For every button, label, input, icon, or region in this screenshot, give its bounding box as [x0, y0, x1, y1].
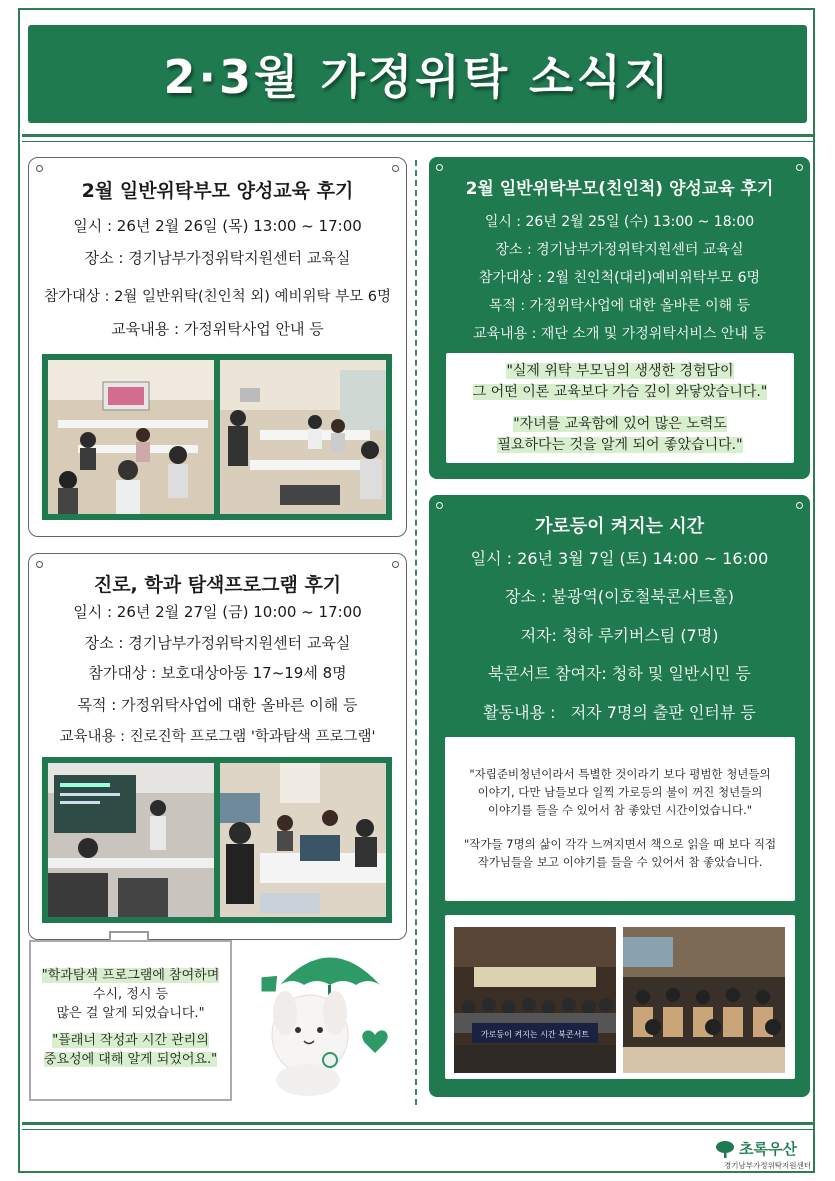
training-photo-1: [48, 360, 214, 514]
banner-text: 가로등이 켜지는 시간 북콘서트: [480, 1030, 590, 1039]
mascot-umbrella-illustration: [240, 935, 400, 1100]
career-photo-2: [220, 763, 386, 917]
quote-box: [445, 737, 795, 901]
quote-text: "자립준비청년이라서 특별한 것이라기 보다 평범한 청년들의 이야기, 다만 남들보다 일찍 가로등의 불이 꺼진 청년들의 이야기를 들을 수 있어서 참 좋았던 시간이었습니다.": [469, 767, 771, 817]
quote-box: [446, 353, 794, 463]
pin-icon: [392, 165, 399, 172]
info-line: 일시 : 26년 3월 7일 (토) 14:00 ~ 16:00: [470, 549, 769, 568]
pin-icon: [796, 164, 803, 171]
pin-icon: [436, 164, 443, 171]
pin-icon: [392, 561, 399, 568]
info-line: 장소 : 경기남부가정위탁지원센터 교육실: [84, 634, 351, 652]
card-title: 진로, 학과 탐색프로그램 후기: [93, 574, 342, 596]
card-title: 가로등이 켜지는 시간: [534, 516, 705, 537]
divider-bottom-thin: [22, 1129, 813, 1130]
quote-text: "자녀를 교육함에 있어 많은 노력도 필요하다는 것을 알게 되어 좋았습니다.": [497, 416, 743, 453]
card-streetlight-book-concert: [429, 495, 810, 1097]
pin-icon: [436, 502, 443, 509]
pin-icon: [36, 165, 43, 172]
divider-bottom: [22, 1122, 813, 1125]
divider-top-thin: [22, 141, 813, 142]
info-line: 참가대상 : 2월 친인척(대리)예비위탁부모 6명: [478, 270, 761, 286]
quote-text: "플래너 작성과 시간 관리의 중요성에 대해 알게 되었어요.": [43, 1033, 218, 1067]
center-divider: [415, 160, 417, 1105]
info-line: 일시 : 26년 2월 26일 (목) 13:00 ~ 17:00: [73, 217, 362, 235]
card-title: 2월 일반위탁부모(친인척) 양성교육 후기: [465, 179, 774, 199]
info-line: 교육내용 : 진로진학 프로그램 '학과탐색 프로그램': [59, 729, 376, 745]
info-line: 장소 : 경기남부가정위탁지원센터 교육실: [84, 249, 351, 267]
info-line: 참가대상 : 보호대상아동 17~19세 8명: [88, 664, 347, 682]
title-banner: [28, 25, 807, 123]
info-line: 교육내용 : 가정위탁사업 안내 등: [111, 320, 324, 338]
footer-logo: [715, 1138, 797, 1159]
concert-photo-2: [623, 927, 785, 1073]
career-photo-1: [48, 763, 214, 917]
page-title: 2·3월 가정위탁 소식지: [163, 50, 672, 104]
footer-org-name: 경기남부가정위탁지원센터: [724, 1161, 811, 1170]
pin-icon: [796, 502, 803, 509]
info-line: 활동내용 : 저자 7명의 출판 인터뷰 등: [483, 703, 756, 722]
info-line: 저자: 청하 루키버스팀 (7명): [520, 626, 719, 645]
tree-icon: [715, 1140, 735, 1158]
info-line: 북콘서트 참여자: 청하 및 일반시민 등: [488, 664, 751, 683]
card-title: 2월 일반위탁부모 양성교육 후기: [81, 180, 354, 202]
card-career-program: [28, 553, 407, 940]
photo-frame: [445, 915, 795, 1079]
info-line: 일시 : 26년 2월 27일 (금) 10:00 ~ 17:00: [73, 603, 362, 621]
photo-frame: [42, 354, 392, 520]
footer-logo-text: 초록우산: [739, 1140, 797, 1158]
card-feb-foster-training: [28, 157, 407, 537]
info-line: 일시 : 26년 2월 25일 (수) 13:00 ~ 18:00: [484, 214, 755, 230]
info-line: 목적 : 가정위탁사업에 대한 올바른 이해 등: [488, 298, 751, 314]
quote-text: "작가들 7명의 삶이 각각 느껴지면서 책으로 읽을 때 보다 직접 작가님들을 보고 이야기를 들을 수 있어서 참 좋았습니다.: [463, 837, 777, 869]
divider-top: [22, 134, 813, 137]
heart-icon: [362, 1030, 387, 1053]
info-line: 장소 : 불광역(이호철북콘서트홀): [505, 587, 734, 606]
pin-icon: [36, 561, 43, 568]
quote-text: "학과탐색 프로그램에 참여하며 수시, 정시 등 많은 걸 알게 되었습니다.": [41, 968, 220, 1021]
info-line: 참가대상 : 2월 일반위탁(친인척 외) 예비위탁 부모 6명: [43, 289, 392, 305]
info-line: 장소 : 경기남부가정위탁지원센터 교육실: [495, 242, 744, 258]
quote-text: "실제 위탁 부모님의 생생한 경험담이 그 어떤 이론 교육보다 가슴 깊이 와닿았습니다.": [472, 363, 768, 400]
info-line: 목적 : 가정위탁사업에 대한 올바른 이해 등: [77, 696, 358, 714]
student-quote-note: [29, 940, 232, 1101]
concert-photo-1: [454, 927, 616, 1073]
card-feb-kinship-training: [429, 157, 810, 479]
photo-frame: [42, 757, 392, 923]
info-line: 교육내용 : 재단 소개 및 가정위탁서비스 안내 등: [473, 326, 766, 342]
training-photo-2: [220, 360, 386, 514]
